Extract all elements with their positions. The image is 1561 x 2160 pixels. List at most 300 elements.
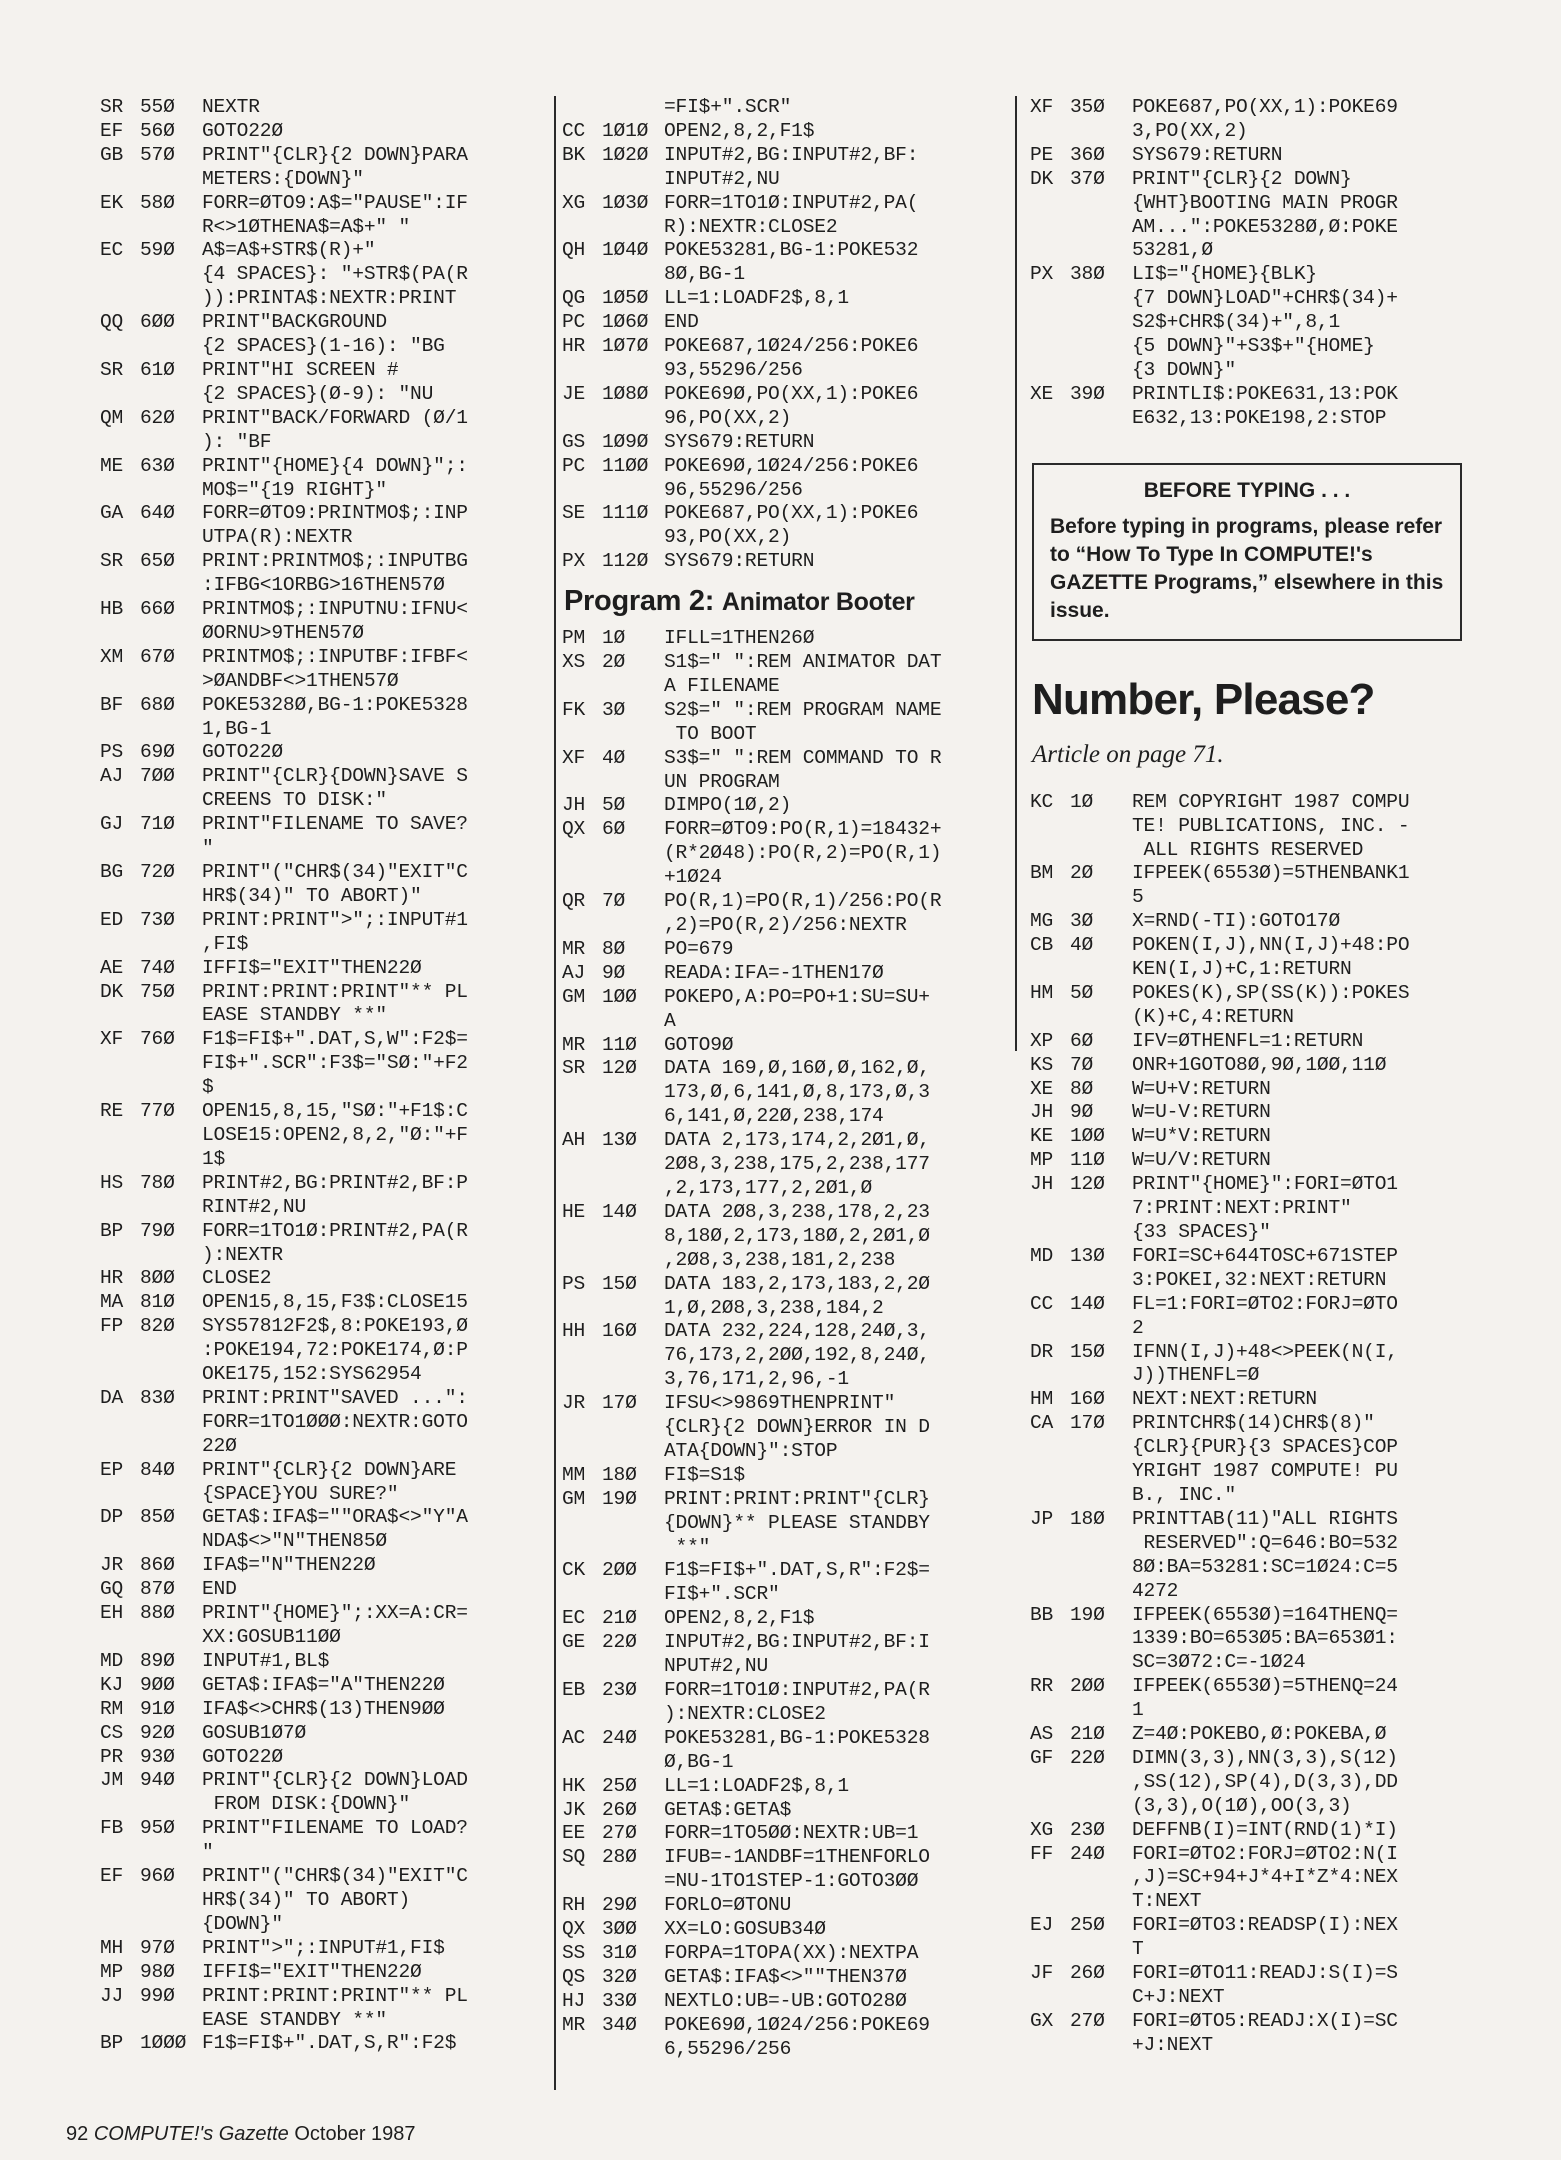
checksum-code: DP — [100, 1506, 124, 1529]
column-middle — [562, 96, 1008, 2062]
code-line — [562, 1942, 1008, 1966]
code-line — [562, 890, 1008, 914]
line-number — [140, 1435, 202, 1459]
code-text: IFSU<>9869THENPRINT" — [664, 1392, 896, 1415]
line-number — [1070, 1866, 1132, 1890]
checksum-code — [100, 1889, 140, 1913]
code-line — [1030, 1866, 1468, 1890]
checksum-code: CA — [1030, 1412, 1054, 1435]
checksum-code — [100, 1841, 140, 1865]
line-number — [140, 168, 202, 192]
checksum-code: CB — [1030, 934, 1054, 957]
checksum-code — [100, 335, 140, 359]
line-number: 29Ø — [602, 1894, 637, 1917]
line-number — [140, 1913, 202, 1937]
checksum-code: GM — [562, 985, 586, 1008]
line-number — [140, 335, 202, 359]
line-number: 1ØØ — [1070, 1125, 1105, 1148]
code-text: ONR+1GOTO8Ø,9Ø,1ØØ,11Ø — [1132, 1053, 1387, 1076]
code-line — [562, 1464, 1008, 1488]
code-text: ): "BF — [202, 430, 272, 453]
code-line — [100, 1004, 552, 1028]
checksum-code: CC — [1030, 1292, 1054, 1315]
line-number: 21Ø — [602, 1607, 637, 1630]
checksum-code: MR — [562, 1033, 586, 1056]
checksum-code: XF — [1030, 96, 1054, 118]
checksum-code — [1030, 1532, 1070, 1556]
checksum-code — [1030, 839, 1070, 863]
code-text: NDA$<>"N"THEN85Ø — [202, 1530, 387, 1553]
line-number: 16Ø — [602, 1320, 637, 1343]
code-text: 1$ — [202, 1147, 226, 1170]
code-line — [100, 1506, 552, 1530]
line-number — [140, 1483, 202, 1507]
code-line — [1030, 287, 1468, 311]
checksum-code: FF — [1030, 1842, 1054, 1865]
checksum-code — [1030, 815, 1070, 839]
code-text: FORLO=ØTONU — [664, 1894, 792, 1917]
code-text: POKE69Ø,PO(XX,1):POKE6 — [664, 382, 919, 405]
code-text: REM COPYRIGHT 1987 COMPU — [1132, 790, 1410, 813]
code-line — [100, 550, 552, 574]
code-text: FL=1:FORI=ØTO2:FORJ=ØTO — [1132, 1292, 1398, 1315]
line-number — [140, 479, 202, 503]
line-number: 22Ø — [1070, 1746, 1105, 1769]
checksum-code: DK — [100, 980, 124, 1003]
line-number: 36Ø — [1070, 143, 1105, 166]
code-line — [562, 479, 1008, 503]
line-number — [602, 168, 664, 192]
checksum-code — [1030, 1460, 1070, 1484]
code-text: {SPACE}YOU SURE?" — [202, 1482, 399, 1505]
code-line — [562, 383, 1008, 407]
checksum-code: PC — [562, 311, 586, 334]
checksum-code — [1030, 1556, 1070, 1580]
checksum-code: GA — [100, 502, 124, 525]
code-text: NEXTLO:UB=-UB:GOTO28Ø — [664, 1989, 907, 2012]
code-text: **" — [664, 1535, 711, 1558]
code-text: PRINT"BACK/FORWARD (Ø/1 — [202, 406, 468, 429]
program-heading-label: Program 2: — [564, 585, 715, 618]
line-number: 35Ø — [1070, 96, 1105, 118]
line-number — [1070, 2034, 1132, 2058]
code-line — [100, 1028, 552, 1052]
line-number — [602, 1225, 664, 1249]
checksum-code: JH — [1030, 1173, 1054, 1196]
line-number: 112Ø — [602, 550, 649, 573]
code-line — [562, 311, 1008, 335]
code-text: IFNN(I,J)+48<>PEEK(N(I, — [1132, 1340, 1398, 1363]
checksum-code — [562, 914, 602, 938]
checksum-code — [1030, 1580, 1070, 1604]
checksum-code: QR — [562, 890, 586, 913]
code-line — [100, 1554, 552, 1578]
code-text: POKEN(I,J),NN(I,J)+48:PO — [1132, 934, 1410, 957]
code-line — [1030, 1651, 1468, 1675]
code-text: PRINT"BACKGROUND — [202, 311, 387, 334]
line-number — [602, 216, 664, 240]
checksum-code — [1030, 1771, 1070, 1795]
line-number — [602, 1368, 664, 1392]
code-text: " — [202, 837, 214, 860]
line-number — [1070, 1317, 1132, 1341]
code-line — [562, 1440, 1008, 1464]
line-number — [1070, 1938, 1132, 1962]
code-line — [1030, 886, 1468, 910]
line-number: 3Ø — [602, 698, 626, 721]
code-text: IFPEEK(6553Ø)=5THENBANK1 — [1132, 862, 1410, 885]
code-line — [1030, 96, 1468, 120]
line-number: 7Ø — [602, 890, 626, 913]
line-number — [602, 675, 664, 699]
code-text: ,2Ø8,3,238,181,2,238 — [664, 1248, 896, 1271]
code-text: :IFBG<1ORBG>16THEN57Ø — [202, 574, 445, 597]
code-text: (K)+C,4:RETURN — [1132, 1005, 1294, 1028]
code-line — [100, 741, 552, 765]
checksum-code — [562, 1081, 602, 1105]
code-text: 2 — [1132, 1316, 1144, 1339]
code-line — [100, 1052, 552, 1076]
code-line — [1030, 1556, 1468, 1580]
code-text: ,2)=PO(R,2)/256:NEXTR — [664, 914, 907, 936]
line-number: 19Ø — [1070, 1603, 1105, 1626]
code-line — [562, 1034, 1008, 1058]
line-number: 72Ø — [140, 861, 175, 883]
code-line — [562, 1799, 1008, 1823]
code-text: {2 SPACES}(Ø-9): "NU — [202, 382, 434, 405]
checksum-code — [562, 1440, 602, 1464]
line-number: 56Ø — [140, 119, 175, 142]
checksum-code: XG — [1030, 1818, 1054, 1841]
line-number — [140, 574, 202, 598]
column-right — [1030, 96, 1468, 2058]
code-line — [562, 651, 1008, 675]
checksum-code — [1030, 335, 1070, 359]
checksum-code: RR — [1030, 1675, 1054, 1698]
code-text: ALL RIGHTS RESERVED — [1132, 838, 1364, 861]
code-line — [562, 1655, 1008, 1679]
line-number: 7ØØ — [140, 765, 175, 788]
line-number: 62Ø — [140, 406, 175, 429]
checksum-code: HR — [562, 335, 586, 358]
code-text: GETA$:IFA$="A"THEN22Ø — [202, 1673, 445, 1696]
code-line — [1030, 1627, 1468, 1651]
code-line — [1030, 1938, 1468, 1962]
checksum-code — [1030, 1269, 1070, 1293]
line-number — [1070, 1484, 1132, 1508]
line-number — [1070, 815, 1132, 839]
code-text: POKE5328Ø,BG-1:POKE5328 — [202, 693, 468, 716]
code-text: A — [664, 1009, 676, 1032]
code-text: W=U+V:RETURN — [1132, 1077, 1271, 1100]
code-text: Ø,BG-1 — [664, 1750, 734, 1773]
checksum-code: JH — [562, 794, 586, 817]
code-text: {5 DOWN}"+S3$+"{HOME} — [1132, 335, 1375, 358]
code-text: 76,173,2,2ØØ,192,8,24Ø, — [664, 1344, 930, 1367]
code-text: IFFI$="EXIT"THEN22Ø — [202, 1960, 422, 1983]
checksum-code — [100, 1483, 140, 1507]
checksum-code: KJ — [100, 1673, 124, 1696]
code-line — [100, 981, 552, 1005]
code-text: 2Ø8,3,238,175,2,238,177 — [664, 1153, 930, 1176]
checksum-code — [1030, 886, 1070, 910]
line-number: 64Ø — [140, 502, 175, 525]
code-text: FORR=1TO1ØØØ:NEXTR:GOTO — [202, 1410, 468, 1433]
line-number: 6Ø — [1070, 1029, 1094, 1052]
line-number: 58Ø — [140, 191, 175, 214]
checksum-code: PM — [562, 627, 586, 650]
line-number: 2Ø — [602, 651, 626, 674]
code-line — [562, 938, 1008, 962]
code-line — [1030, 216, 1468, 240]
code-line — [100, 311, 552, 335]
code-text: W=U/V:RETURN — [1132, 1149, 1271, 1172]
checksum-code — [100, 1411, 140, 1435]
code-line — [100, 1363, 552, 1387]
checksum-code: HK — [562, 1774, 586, 1797]
code-line — [562, 168, 1008, 192]
code-line — [562, 1846, 1008, 1870]
code-text: OKE175,152:SYS62954 — [202, 1363, 422, 1386]
line-number — [602, 1177, 664, 1201]
line-number: 1Ø4Ø — [602, 239, 649, 262]
code-text: A FILENAME — [664, 674, 780, 697]
code-line — [100, 479, 552, 503]
code-line — [1030, 815, 1468, 839]
checksum-code: EJ — [1030, 1914, 1054, 1937]
code-text: PRINT:PRINTMO$;:INPUTBG — [202, 550, 468, 573]
code-text: PO(R,1)=PO(R,1)/256:PO(R — [664, 890, 942, 913]
checksum-code — [1030, 1890, 1070, 1914]
code-line — [562, 699, 1008, 723]
checksum-code — [100, 670, 140, 694]
code-text: W=U*V:RETURN — [1132, 1125, 1271, 1148]
line-number: 55Ø — [140, 96, 175, 118]
checksum-code — [100, 263, 140, 287]
checksum-code — [100, 1339, 140, 1363]
code-line — [562, 818, 1008, 842]
checksum-code — [1030, 359, 1070, 383]
code-line — [100, 1267, 552, 1291]
checksum-code — [562, 1153, 602, 1177]
checksum-code: FK — [562, 698, 586, 721]
line-number: 93Ø — [140, 1745, 175, 1768]
code-text: NEXTR — [202, 96, 260, 118]
checksum-code — [1030, 239, 1070, 263]
code-line — [562, 962, 1008, 986]
checksum-code — [562, 1225, 602, 1249]
checksum-code: BP — [100, 1219, 124, 1242]
code-line — [562, 1631, 1008, 1655]
checksum-code — [562, 1368, 602, 1392]
code-line — [1030, 1843, 1468, 1867]
code-line — [1030, 1771, 1468, 1795]
checksum-code — [1030, 1627, 1070, 1651]
checksum-code — [100, 574, 140, 598]
program-heading-title: Animator Booter — [721, 588, 915, 617]
checksum-code: HR — [100, 1267, 124, 1290]
checksum-code — [100, 383, 140, 407]
code-line — [1030, 1532, 1468, 1556]
line-number — [1070, 120, 1132, 144]
checksum-code: HB — [100, 598, 124, 621]
code-text: EASE STANDBY **" — [202, 1004, 387, 1027]
code-text: 53281,Ø — [1132, 239, 1213, 262]
code-line — [562, 96, 1008, 120]
code-line — [1030, 1890, 1468, 1914]
column-divider-right — [1015, 96, 1017, 1051]
checksum-code: GQ — [100, 1578, 124, 1601]
line-number — [1070, 1221, 1132, 1245]
line-number: 1Ø — [602, 627, 626, 650]
checksum-code — [100, 789, 140, 813]
code-line — [100, 1961, 552, 1985]
line-number — [1070, 886, 1132, 910]
code-text: DATA 2,173,174,2,2Ø1,Ø, — [664, 1129, 930, 1152]
code-line — [100, 1196, 552, 1220]
line-number — [140, 1793, 202, 1817]
line-number: 19Ø — [602, 1487, 637, 1510]
code-text: KEN(I,J)+C,1:RETURN — [1132, 958, 1352, 981]
line-number: 37Ø — [1070, 167, 1105, 190]
line-number — [1070, 239, 1132, 263]
code-line — [100, 1865, 552, 1889]
code-line — [1030, 1269, 1468, 1293]
line-number: 4Ø — [602, 746, 626, 769]
checksum-code — [100, 526, 140, 550]
code-line — [1030, 1675, 1468, 1699]
checksum-code: JP — [1030, 1507, 1054, 1530]
code-line — [100, 1722, 552, 1746]
line-number: 1Ø3Ø — [602, 191, 649, 214]
code-line — [1030, 1914, 1468, 1938]
line-number — [1070, 1556, 1132, 1580]
line-number — [1070, 1580, 1132, 1604]
line-number — [1070, 1436, 1132, 1460]
line-number: 89Ø — [140, 1649, 175, 1672]
checksum-code — [1030, 1651, 1070, 1675]
line-number: 91Ø — [140, 1697, 175, 1720]
checksum-code — [100, 1148, 140, 1172]
line-number — [140, 1076, 202, 1100]
code-text: =FI$+".SCR" — [664, 96, 792, 118]
checksum-code — [562, 842, 602, 866]
code-text: PRINT"FILENAME TO LOAD? — [202, 1817, 468, 1840]
code-line — [100, 1483, 552, 1507]
code-line — [100, 574, 552, 598]
code-text: +1Ø24 — [664, 866, 722, 889]
code-line — [562, 1320, 1008, 1344]
line-number: 73Ø — [140, 908, 175, 931]
code-line — [562, 1512, 1008, 1536]
line-number — [602, 263, 664, 287]
before-typing-title: BEFORE TYPING . . . — [1143, 478, 1351, 502]
code-text: 7:PRINT:NEXT:PRINT" — [1132, 1197, 1352, 1220]
line-number: 71Ø — [140, 813, 175, 836]
code-text: IFFI$="EXIT"THEN22Ø — [202, 956, 422, 979]
line-number: 12Ø — [602, 1057, 637, 1080]
line-number — [602, 723, 664, 747]
line-number — [1070, 311, 1132, 335]
code-text: S1$=" ":REM ANIMATOR DAT — [664, 651, 942, 674]
code-line — [100, 192, 552, 216]
line-number: 16Ø — [1070, 1388, 1105, 1411]
code-text: FORI=ØTO11:READJ:S(I)=S — [1132, 1962, 1398, 1985]
checksum-code — [562, 1703, 602, 1727]
line-number: 94Ø — [140, 1769, 175, 1792]
code-line — [562, 1249, 1008, 1273]
code-line — [100, 933, 552, 957]
code-line — [100, 144, 552, 168]
checksum-code: EK — [100, 191, 124, 214]
line-number: 3ØØ — [602, 1918, 637, 1941]
code-line — [100, 1626, 552, 1650]
code-text: INPUT#2,BG:INPUT#2,BF:I — [664, 1631, 930, 1654]
program-heading — [564, 582, 1008, 621]
checksum-code — [1030, 958, 1070, 982]
checksum-code — [562, 1249, 602, 1273]
line-number: 27Ø — [1070, 2009, 1105, 2032]
line-number: 28Ø — [602, 1846, 637, 1869]
code-text: DATA 169,Ø,16Ø,Ø,162,Ø, — [664, 1057, 930, 1080]
code-line — [100, 1100, 552, 1124]
code-text: ØORNU>9THEN57Ø — [202, 621, 364, 644]
code-text: R):NEXTR:CLOSE2 — [664, 215, 838, 238]
line-number — [1070, 1986, 1132, 2010]
checksum-code — [1030, 1364, 1070, 1388]
line-number — [602, 479, 664, 503]
checksum-code — [1030, 1795, 1070, 1819]
code-line — [1030, 239, 1468, 263]
code-text: =NU-1TO1STEP-1:GOTO3ØØ — [664, 1870, 919, 1893]
checksum-code: KS — [1030, 1053, 1054, 1076]
checksum-code: XG — [562, 191, 586, 214]
line-number — [602, 1416, 664, 1440]
code-text: MO$="{19 RIGHT}" — [202, 478, 387, 501]
line-number: 9Ø — [602, 961, 626, 984]
code-text: END — [202, 1578, 237, 1601]
code-line — [562, 1966, 1008, 1990]
code-text: PRINTCHR$(14)CHR$(8)" — [1132, 1412, 1375, 1435]
line-number — [602, 771, 664, 795]
code-line — [1030, 839, 1468, 863]
code-text: 22Ø — [202, 1434, 237, 1457]
code-line — [1030, 1460, 1468, 1484]
line-number: 61Ø — [140, 358, 175, 381]
before-typing-text: Before typing in programs, please refer to “How To Type In COMPUTE!'s GAZETTE Programs,” elsewhere in this issue. — [1050, 514, 1444, 622]
code-line — [100, 431, 552, 455]
checksum-code — [562, 1010, 602, 1034]
code-text: T — [1132, 1938, 1144, 1961]
code-text: 3:POKEI,32:NEXT:RETURN — [1132, 1268, 1387, 1291]
checksum-code: RM — [100, 1697, 124, 1720]
code-line — [562, 1201, 1008, 1225]
line-number: 82Ø — [140, 1315, 175, 1338]
code-text: SYS57812F2$,8:POKE193,Ø — [202, 1315, 468, 1338]
code-line — [562, 144, 1008, 168]
code-line — [562, 1703, 1008, 1727]
code-text: PRINT:PRINT"SAVED ...": — [202, 1386, 468, 1409]
line-number: 6Ø — [602, 818, 626, 841]
checksum-code — [562, 526, 602, 550]
code-text: $ — [202, 1076, 214, 1099]
code-text: NEXT:NEXT:RETURN — [1132, 1388, 1317, 1411]
checksum-code: EC — [562, 1607, 586, 1630]
line-number: 39Ø — [1070, 382, 1105, 405]
checksum-code: DR — [1030, 1340, 1054, 1363]
line-number — [1070, 1269, 1132, 1293]
checksum-code: GJ — [100, 813, 124, 836]
